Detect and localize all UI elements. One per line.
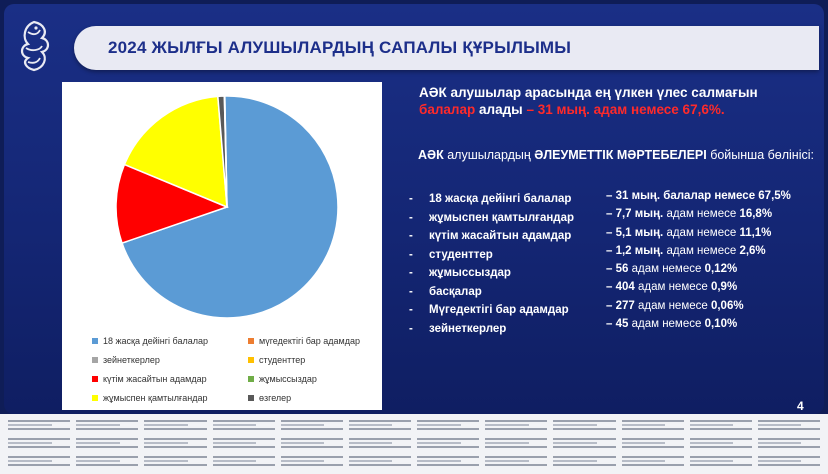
value-mid: адам немесе [663,226,740,239]
footer-watermark-strip [0,414,828,474]
legend-item [248,353,382,366]
list-item [409,286,619,305]
list-label: зейнеткерлер [429,322,507,335]
footer-mark [485,420,547,430]
legend-swatch [248,338,254,344]
footer-mark [76,420,138,430]
value-pct: 0,06% [710,299,744,312]
footer-mark [281,438,343,448]
list-label: басқалар [429,285,482,298]
legend-label: мүгедектігі бар адамдар [259,335,360,346]
footer-mark [417,420,479,430]
list-dash: - [409,267,413,279]
subheading [416,147,816,163]
footer-mark [758,456,820,466]
footer-mark [553,438,615,448]
subhead-text1: алушылардың [443,148,535,162]
slide [4,4,824,414]
footer-mark [213,456,275,466]
list-label: жұмыссыздар [429,267,511,279]
footer-mark [485,456,547,466]
footer-mark [417,456,479,466]
list-dash: - [409,285,413,298]
footer-mark [8,438,70,448]
pie-chart [62,82,382,332]
legend-label: күтім жасайтын адамдар [103,373,207,384]
value-mid: адам немесе [663,244,740,257]
list-dash: - [409,248,413,261]
value-mid: адам немесе [628,263,705,276]
footer-mark [76,456,138,466]
footer-mark [8,456,70,466]
list-dash: - [409,322,413,335]
status-list [409,193,619,341]
legend-label: жұмыссыздар [259,373,317,384]
footer-mark [281,420,343,430]
footer-mark [690,438,752,448]
list-dash: - [409,304,413,316]
footer-mark [349,420,411,430]
value-row [606,281,824,299]
snow-leopard-logo-icon [14,18,54,76]
legend-label: өзгелер [259,392,292,403]
footer-mark [8,420,70,430]
footer-mark [622,420,684,430]
value-pct: 0,9% [710,281,738,294]
list-label: студенттер [429,248,493,261]
list-item [409,193,619,212]
chart-panel [62,82,382,410]
list-label: Мүгедектігі бар адамдар [429,304,569,316]
value-pct: 11,1% [739,226,772,239]
footer-mark [144,438,206,448]
footer-mark [622,438,684,448]
value-main: – 277 [606,299,635,312]
list-label: күтім жасайтын адамдар [429,230,572,242]
footer-mark [553,456,615,466]
list-item [409,304,619,323]
list-label: жұмыспен қамтылғандар [429,211,575,224]
value-row [606,190,824,208]
headline-red-tail: – 31 мың. адам немесе 67,6%. [522,102,725,117]
legend-label: студенттер [259,354,306,365]
list-item [409,230,619,249]
headline-highlight: балалар [419,102,476,117]
legend-label: 18 жасқа дейінгі балалар [103,335,208,346]
legend-label: зейнеткерлер [103,354,160,365]
legend-item [248,334,382,347]
legend-swatch [92,395,98,401]
legend-label: жұмыспен қамтылғандар [103,392,208,403]
list-item [409,323,619,342]
footer-mark [144,420,206,430]
legend-swatch [248,376,254,382]
page-number: 4 [797,399,804,413]
value-main: – 1,2 мың. [606,244,664,257]
footer-mark [417,438,479,448]
legend-swatch [92,376,98,382]
value-main: – 404 [606,281,635,294]
legend-item [92,372,248,385]
legend-swatch [248,395,254,401]
value-row [606,227,824,245]
footer-mark [690,456,752,466]
legend-swatch [92,338,98,344]
list-item [409,267,619,286]
footer-mark [349,438,411,448]
value-main: – 56 [606,263,629,276]
status-values [606,190,824,336]
value-row [606,245,824,263]
footer-mark [758,420,820,430]
value-pct: 0,12% [704,263,738,276]
value-mid: адам немесе [634,299,711,312]
legend-item [92,391,248,404]
value-main: – 45 [606,318,629,331]
value-row [606,318,824,336]
footer-mark [690,420,752,430]
list-dash: - [409,211,413,224]
footer-mark [76,438,138,448]
value-row [606,300,824,318]
value-main: – 31 мың. балалар немесе 67,5% [606,190,791,202]
headline-part1: АӘК алушылар арасында ең үлкен үлес салмағын [419,85,758,100]
footer-mark [213,420,275,430]
footer-mark [485,438,547,448]
footer-mark [349,456,411,466]
subhead-text2: бойынша бөлінісі: [706,148,814,162]
value-pct: 2,6% [739,244,766,257]
list-label: 18 жасқа дейінгі балалар [429,193,572,205]
footer-mark [622,456,684,466]
footer-mark [281,456,343,466]
value-pct: 16,8% [739,208,773,221]
footer-mark [553,420,615,430]
list-dash: - [409,230,413,242]
subhead-bold1: АӘК [418,148,444,162]
legend-item [248,372,382,385]
value-mid: адам немесе [628,318,705,331]
value-pct: 0,10% [704,318,738,331]
headline-part2: алады [475,102,523,117]
value-row [606,263,824,281]
footer-mark [758,438,820,448]
value-mid: адам немесе [663,208,740,221]
value-mid: адам немесе [634,281,711,294]
legend-item [248,391,382,404]
list-item [409,212,619,231]
list-dash: - [409,193,413,205]
legend-swatch [92,357,98,363]
footer-mark [213,438,275,448]
value-row [606,208,824,226]
headline [419,84,819,118]
chart-legend [92,334,382,404]
title-bar [74,26,819,70]
legend-item [92,353,248,366]
value-main: – 5,1 мың. [606,226,664,239]
slide-title: 2024 ЖЫЛҒЫ АЛУШЫЛАРДЫҢ САПАЛЫ ҚҰРЫЛЫМЫ [108,38,572,57]
legend-swatch [248,357,254,363]
footer-mark [144,456,206,466]
legend-item [92,334,248,347]
subhead-bold2: ӘЛЕУМЕТТІК МӘРТЕБЕЛЕРІ [534,148,707,162]
value-main: – 7,7 мың. [606,208,664,221]
list-item [409,249,619,268]
